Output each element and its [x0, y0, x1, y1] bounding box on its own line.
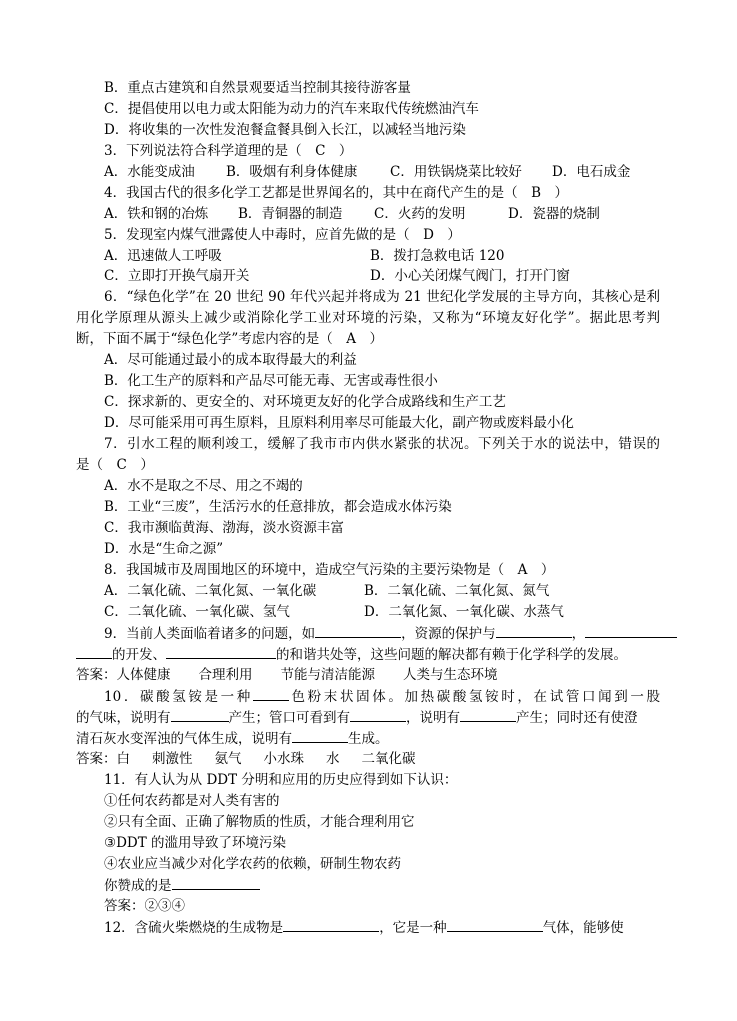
q10-text-3: 的气味，说明有	[76, 710, 171, 726]
q11-prompt	[104, 875, 260, 896]
q11-prompt-text: 你赞成的是	[104, 878, 172, 894]
q10-text-2: 色粉末状固体。加热碳酸氢铵时，在试管口闻到一股	[288, 689, 661, 705]
q9-blank-3-cont[interactable]	[76, 644, 112, 659]
q9-answer-1: 答案：人体健康	[76, 667, 171, 683]
q4-stem: 4．我国古代的很多化学工艺都是世界闻名的，其中在商代产生的是（ B ）	[104, 185, 569, 201]
q3-option-a: A．水能变成油	[104, 164, 195, 180]
q5-stem: 5．发现室内煤气泄露使人中毒时，应首先做的是（ D ）	[104, 227, 461, 243]
q9-blank-2[interactable]	[496, 623, 572, 638]
q11-item-1: ①任何农药都是对人类有害的	[104, 793, 280, 809]
q4-option-b: B．青铜器的制造	[238, 206, 343, 222]
q3-stem: 3．下列说法符合科学道理的是（ C ）	[104, 143, 353, 159]
q12-text-3: 气体，能够使	[542, 920, 624, 936]
q10-blank-5[interactable]	[292, 728, 348, 743]
q10-text-8: 生成。	[348, 731, 389, 747]
q10-blank-1[interactable]	[253, 686, 289, 701]
q10-stem-line2	[76, 707, 638, 728]
q12-blank-1[interactable]	[283, 917, 379, 932]
q5-option-b: B．拨打急救电话 120	[370, 248, 505, 264]
q9-blank-4[interactable]	[166, 644, 276, 659]
q6-option-b: B．化工生产的原料和产品尽可能无毒、无害或毒性很小	[104, 373, 438, 389]
q12-stem	[104, 917, 624, 938]
q10-blank-3[interactable]	[350, 707, 406, 722]
q10-stem-line1	[104, 686, 660, 707]
q8-option-d: D．二氧化氮、一氧化碳、水蒸气	[364, 604, 564, 620]
q10-blank-2[interactable]	[171, 707, 229, 722]
q6-stem-line1: 6．“绿色化学”在 20 世纪 90 年代兴起并将成为 21 世纪化学发展的主导方向，其核心是利	[104, 289, 660, 305]
q10-answer-4: 小水珠	[263, 751, 304, 767]
q6-stem-line2: 用化学原理从源头上减少或消除化学工业对环境的污染，又称为“环境友好化学”。据此思考判	[76, 310, 660, 326]
q5-option-a: A．迅速做人工呼吸	[104, 248, 222, 264]
q10-answer-5: 水	[326, 751, 340, 767]
q9-stem-line1	[104, 623, 677, 644]
q10-blank-4[interactable]	[460, 707, 516, 722]
q9-blank-3[interactable]	[585, 623, 677, 638]
q8-stem: 8．我国城市及周围地区的环境中，造成空气污染的主要污染物是（ A ）	[104, 562, 555, 578]
q9-answer-2: 合理利用	[198, 667, 253, 683]
q5-option-d: D．小心关闭煤气阀门，打开门窗	[370, 268, 570, 284]
q6-option-c: C．探求新的、更安全的、对环境更友好的化学合成路线和生产工艺	[104, 394, 506, 410]
q11-blank[interactable]	[172, 875, 260, 890]
q9-blank-1[interactable]	[315, 623, 401, 638]
q11-answer: 答案：②③④	[104, 898, 185, 914]
q6-option-a: A．尽可能通过最小的成本取得最大的利益	[104, 352, 357, 368]
q10-text-7: 清石灰水变浑浊的气体生成，说明有	[76, 731, 292, 747]
q9-text-3: ，	[571, 626, 586, 642]
q10-text-5: ，说明有	[406, 710, 460, 726]
q2-option-b: B．重点古建筑和自然景观要适当控制其接待游客量	[104, 80, 411, 96]
q7-option-b: B．工业“三废”，生活污水的任意排放，都会造成水体污染	[104, 499, 452, 515]
q9-answer-4: 人类与生态环境	[403, 667, 498, 683]
q7-stem-line2: 是（ C ）	[76, 457, 154, 473]
q8-option-b: B．二氧化硫、二氧化氮、氮气	[364, 583, 550, 599]
q7-stem-line1: 7．引水工程的顺利竣工，缓解了我市市内供水紧张的状况。下列关于水的说法中，错误的	[104, 436, 660, 452]
q9-text-5: 的和谐共处等，这些问题的解决都有赖于化学科学的发展。	[276, 647, 627, 663]
q9-text-1: 9．当前人类面临着诸多的问题，如	[104, 626, 316, 642]
q3-option-d: D．电石成金	[552, 164, 631, 180]
q2-option-d: D．将收集的一次性发泡餐盒餐具倒入长江，以减轻当地污染	[104, 122, 466, 138]
q12-text-1: 12．含硫火柴燃烧的生成物是	[104, 920, 284, 936]
q3-option-c: C．用铁锅烧菜比较好	[390, 164, 522, 180]
q10-text-4: 产生；管口可看到有	[228, 710, 350, 726]
q7-option-a: A．水不是取之不尽、用之不竭的	[104, 478, 303, 494]
q9-answer-3: 节能与清洁能源	[280, 667, 375, 683]
q2-option-c: C．提倡使用以电力或太阳能为动力的汽车来取代传统燃油汽车	[104, 101, 479, 117]
q11-stem: 11．有人认为从 DDT 分明和应用的历史应得到如下认识：	[104, 772, 458, 788]
q11-item-4: ④农业应当减少对化学农药的依赖，研制生物农药	[104, 856, 401, 872]
q10-stem-line3	[76, 728, 389, 749]
q9-text-4: 的开发、	[112, 647, 166, 663]
q8-option-a: A．二氧化硫、二氧化氮、一氧化碳	[104, 583, 317, 599]
q10-text-6: 产生；同时还有使澄	[516, 710, 638, 726]
q12-text-2: ，它是一种	[379, 920, 447, 936]
q12-blank-2[interactable]	[447, 917, 543, 932]
q9-text-2: ，资源的保护与	[401, 626, 496, 642]
q4-option-c: C．火药的发明	[374, 206, 466, 222]
q10-text-1: 10．碳酸氢铵是一种	[104, 689, 253, 705]
q7-option-d: D．水是“生命之源”	[104, 541, 224, 557]
q6-stem-line3: 断，下面不属于“绿色化学”考虑内容的是（ A ）	[76, 331, 384, 347]
q9-answer	[76, 665, 498, 685]
q10-answer-1: 答案：白	[76, 751, 130, 767]
q4-option-d: D．瓷器的烧制	[508, 206, 600, 222]
q10-answer-2: 刺激性	[152, 751, 193, 767]
q7-option-c: C．我市濒临黄海、渤海，淡水资源丰富	[104, 520, 344, 536]
q11-item-2: ②只有全面、正确了解物质的性质，才能合理利用它	[104, 814, 415, 830]
q6-option-d: D．尽可能采用可再生原料，且原料利用率尽可能最大化，副产物或废料最小化	[104, 415, 574, 431]
q10-answer	[76, 749, 416, 769]
q10-answer-6: 二氧化碳	[361, 751, 416, 767]
q4-option-a: A．铁和钢的冶炼	[104, 206, 209, 222]
q11-item-3: ③DDT 的滥用导致了环境污染	[104, 835, 287, 851]
q3-option-b: B．吸烟有利身体健康	[226, 164, 358, 180]
q5-option-c: C．立即打开换气扇开关	[104, 268, 250, 284]
q8-option-c: C．二氧化硫、一氧化碳、氢气	[104, 604, 290, 620]
q10-answer-3: 氨气	[214, 751, 242, 767]
q9-stem-line2	[76, 644, 627, 665]
